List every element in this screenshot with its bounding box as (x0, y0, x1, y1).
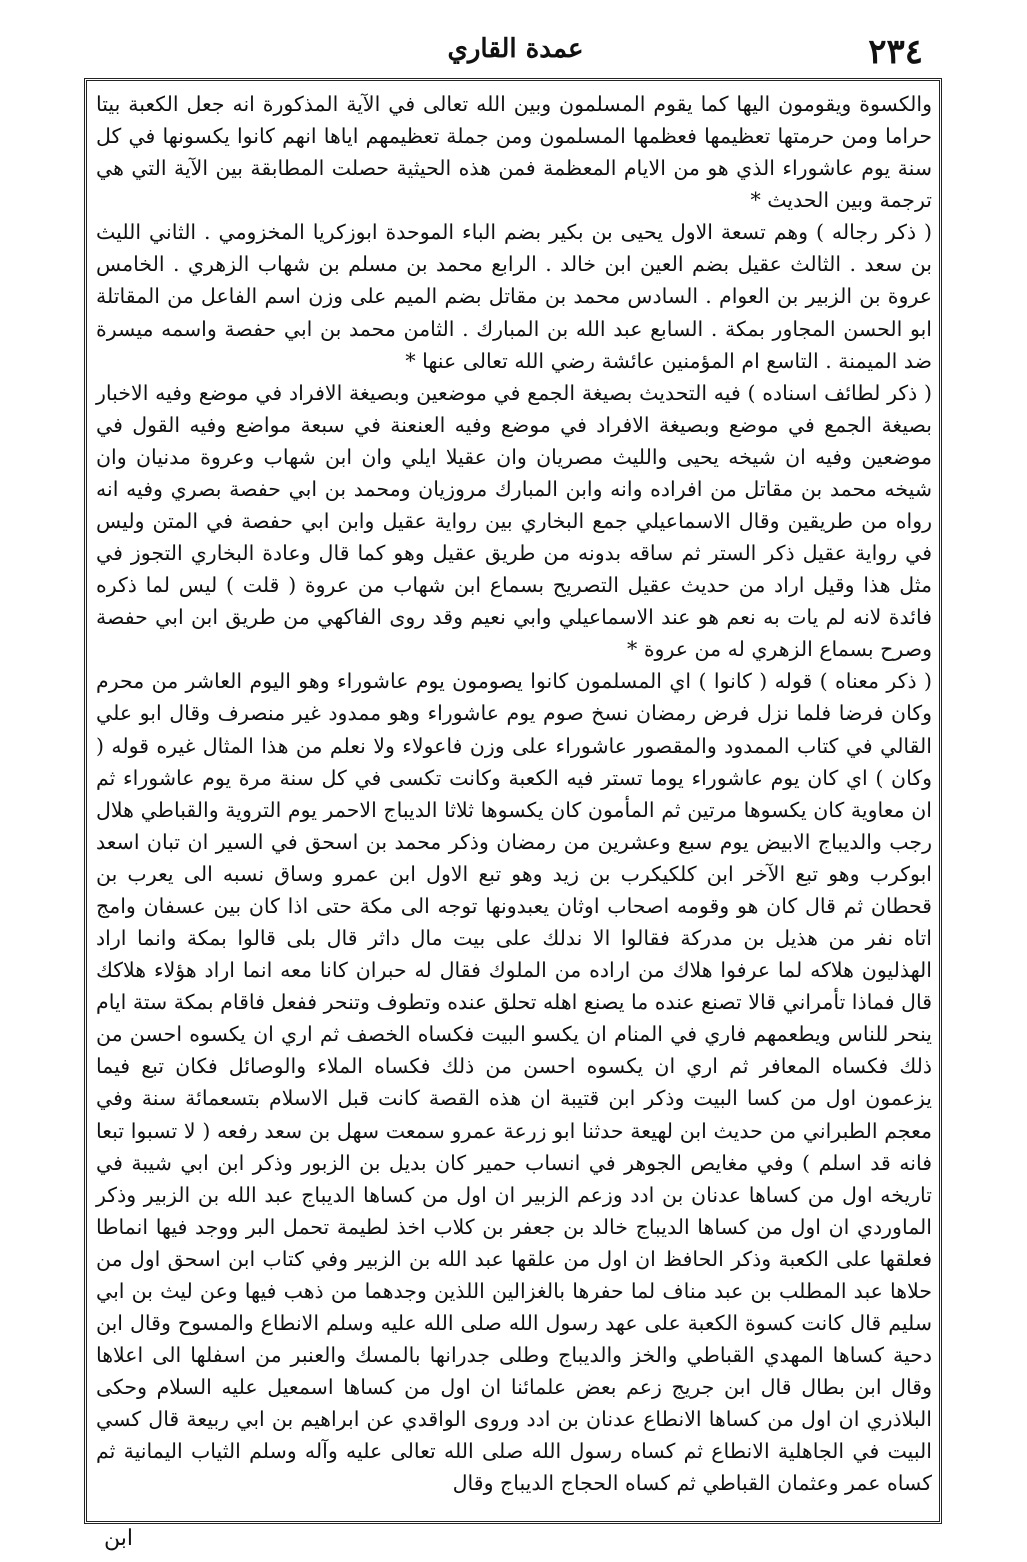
running-title: عمدة القاري (447, 34, 584, 64)
paragraph-chain-features: ( ذكر لطائف اسناده ) فيه التحديث بصيغة الجمع في موضعين وبصيغة الافراد في موضع وفيه الاخبار بصيغة الجمع في موضع وبصيغة الافراد في موضع وفيه العنعنة في سبعة مواضع وفيه القول في موضعين وفيه ان شيخه يحيى والليث مصريان وان عقيلا ايلي وان ابن شهاب وعروة مدنيان وان شيخه محمد بن مقاتل من افراده وانه وابن المبارك مروزيان ومحمد بن ابي حفصة بصري وفيه انه رواه من طريقين وقال الاسماعيلي جمع البخاري بين رواية عقيل وابن ابي حفصة في المتن وليس في رواية عقيل ذكر الستر ثم ساقه بدونه من طريق عقيل وهو كما قال وعادة البخاري التجوز في مثل هذا وقيل اراد من حديث عقيل التصريح بسماع ابن شهاب من عروة ( قلت ) ليس لما ذكره فائدة لانه لم يات به نعم هو عند الاسماعيلي وابي نعيم وقد روى الفاكهي من طريق ابن ابي حفصة وصرح بسماع الزهري له من عروة * (96, 380, 932, 662)
main-text (96, 88, 932, 1516)
paragraph-narrators: ( ذكر رجاله ) وهم تسعة الاول يحيى بن بكير بضم الباء الموحدة ابوزكريا المخزومي . الثاني الليث بن سعد . الثالث عقيل بضم العين ابن خالد . الرابع محمد بن مسلم بن شهاب الزهري . الخامس عروة بن الزبير بن العوام . السادس محمد بن مقاتل بضم الميم على وزن اسم الفاعل من المقاتلة ابو الحسن المجاور بمكة . السابع عبد الله بن المبارك . الثامن محمد بن ابي حفصة واسمه ميسرة ضد الميمنة . التاسع ام المؤمنين عائشة رضي الله تعالى عنها * (96, 220, 932, 373)
catchword: ابن (104, 1526, 133, 1551)
page-header (84, 28, 947, 76)
paragraph-intro: والكسوة ويقومون اليها كما يقوم المسلمون وبين الله تعالى في الآية المذكورة انه جعل الكعبة بيتا حراما ومن حرمتها تعظيمها فعظمها المسلمون ومن جملة تعظيمهم اياها انهم كانوا يكسونها في كل سنة يوم عاشوراء الذي هو من الايام المعظمة فمن هذه الحيثية حصلت المطابقة بين الآية التي هي ترجمة وبين الحديث * (96, 92, 932, 213)
paragraph-meaning: ( ذكر معناه ) قوله ( كانوا ) اي المسلمون كانوا يصومون يوم عاشوراء وهو اليوم العاشر من محرم وكان فرضا فلما نزل فرض رمضان نسخ صوم يوم عاشوراء وهو ممدود غير منصرف وقال ابو علي القالي في كتاب الممدود والمقصور عاشوراء على وزن فاعولاء ولا نعلم من هذا المثال غيره قوله ( وكان ) اي كان يوم عاشوراء يوما تستر فيه الكعبة وكانت تكسى في كل سنة مرة يوم عاشوراء ثم ان معاوية كان يكسوها مرتين ثم المأمون كان يكسوها ثلاثا الديباج الاحمر يوم التروية والقباطي هلال رجب والديباج الابيض يوم سبع وعشرين من رمضان وذكر محمد بن اسحق في السير ان تبان اسعد ابوكرب وهو تبع الآخر ابن كلكيكرب بن زيد وهو تبع الاول ابن عمرو وساق نسبه الى يعرب بن قحطان ثم قال كان هو وقومه اصحاب اوثان يعبدونها توجه الى مكة حتى اذا كان بين عسفان وامج اتاه نفر من هذيل بن مدركة فقالوا الا ندلك على بيت مال داثر قال بلى قالوا بمكة وانما اراد الهذليون هلاكه لما عرفوا هلاك من اراده من الملوك فقال له حبران كانا معه انما اراد هؤلاء هلاكك قال فماذا تأمراني قالا تصنع عنده ما يصنع اهله تحلق عنده وتطوف وتنحر ففعل فاقام بمكة ستة ايام ينحر للناس ويطعمهم فاري في المنام ان يكسو البيت فكساه الخصف ثم اري ان يكسوه احسن من ذلك فكساه المعافر ثم اري ان يكسوه احسن من ذلك فكساه الملاء والوصائل فكان تبع فيما يزعمون اول من كسا البيت وذكر ابن قتيبة ان هذه القصة كانت قبل الاسلام بتسعمائة سنة وفي معجم الطبراني من حديث ابن لهيعة حدثنا ابو زرعة عمرو سمعت سهل بن سعد رفعه ( لا تسبوا تبعا فانه قد اسلم ) وفي مغايص الجوهر في انساب حمير كان بديل بن الزبور وذكر ابن ابي شيبة في تاريخه اول من كساها عدنان بن ادد وزعم الزبير ان اول من كساها الديباج عبد الله بن الزبير وذكر الماوردي ان اول من كساها الديباج خالد بن جعفر بن كلاب اخذ لطيمة تحمل البر ووجد فيها انماطا فعلقها على الكعبة وذكر الحافظ ان اول من علقها عبد الله بن الزبير وفي كتاب ابن اسحق اول من حلاها عبد المطلب بن عبد مناف لما حفرها بالغزالين اللذين وجدهما من ذهب فيها وعن ليث بن ابي سليم قال كانت كسوة الكعبة على عهد رسول الله صلى الله عليه وسلم الانطاع والمسوح وقال ابن دحية كساها المهدي القباطي والخز والديباج وطلى جدرانها بالمسك والعنبر من اسفلها الى اعلاها وقال ابن بطال قال ابن جريج زعم بعض علمائنا ان اول من كساها اسمعيل عليه السلام وحكى البلاذري ان اول من كساها الانطاع عدنان بن ادد وروى الواقدي عن ابراهيم بن ابي ربيعة قال كسي البيت في الجاهلية الانطاع ثم كساه رسول الله صلى الله تعالى عليه وآله وسلم الثياب اليمانية ثم كساه عمر وعثمان القباطي ثم كساه الحجاج الديباج وقال (96, 669, 932, 1496)
page-number: ٢٣٤ (868, 32, 923, 72)
